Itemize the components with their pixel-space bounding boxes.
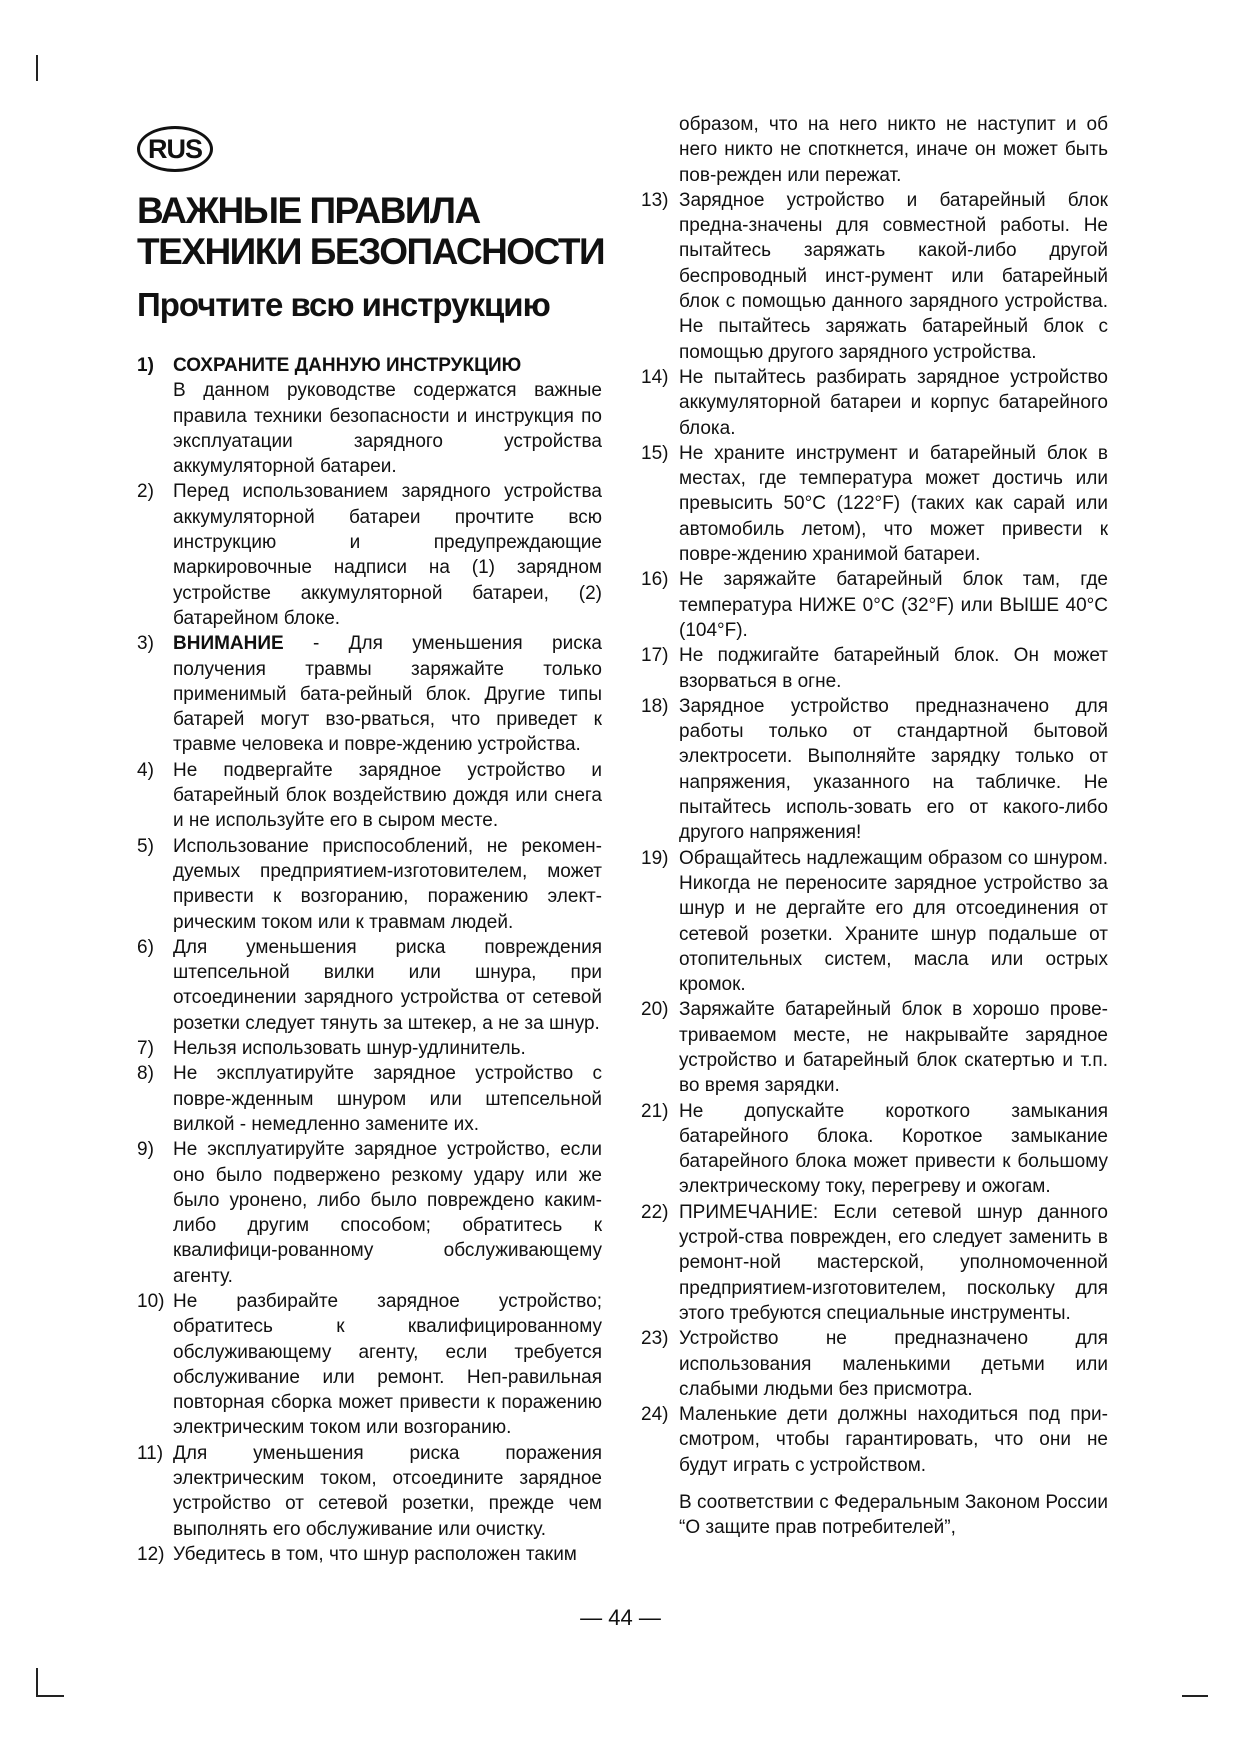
right-column xyxy=(641,112,1108,1541)
item-number: 7) xyxy=(137,1038,154,1060)
item-text: Не заряжайте батарейный блок там, где температура НИЖЕ 0°C (32°F) или ВЫШЕ 40°C (104°F). xyxy=(679,569,1108,641)
list-item xyxy=(641,643,1108,694)
list-item xyxy=(137,935,602,1036)
item-text: Перед использованием зарядного устройства аккумуляторной батареи прочтите всю инструкцию и предупреждающие маркировочные надписи на (1) зарядном устройстве аккумуляторной батареи, (2) батарейном блоке. xyxy=(173,481,602,629)
item-number: 5) xyxy=(137,835,154,857)
list-item xyxy=(641,188,1108,365)
list-item xyxy=(137,1061,602,1137)
language-badge: RUS xyxy=(137,126,213,172)
item-text: Зарядное устройство предназначено для работы только от стандартной бытовой электросети. Выполняйте зарядку только от напряжения, указанного на табличке. Не пытайтесь исполь-зовать его от какого-либо другого напряжения! xyxy=(679,695,1108,844)
title-line-1: ВАЖНЫЕ ПРАВИЛА xyxy=(137,190,480,231)
item-body: В данном руководстве содержатся важные правила техники безопасности и инструкция по эксплуатации зарядного устройства аккумуляторной батареи. xyxy=(173,380,602,478)
item-text: Зарядное устройство и батарейный блок предна-значены для совместной работы. Не пытайтесь заряжать какой-либо другой беспроводный инст-румент или батарейный блок с помощью данного зарядного устройства. Не пытайтесь заряжать батарейный блок с помощью другого зарядного устройства. xyxy=(679,189,1108,363)
warning-label: ВНИМАНИЕ xyxy=(173,633,284,655)
list-item xyxy=(137,1289,602,1441)
list-item xyxy=(641,567,1108,643)
item-number: 6) xyxy=(137,936,154,958)
crop-mark-bottom-left-v xyxy=(36,1668,38,1696)
list-item xyxy=(641,694,1108,846)
list-item xyxy=(137,1137,602,1289)
crop-mark-bottom-left-h xyxy=(36,1695,64,1697)
item-number: 16) xyxy=(641,569,669,591)
list-item xyxy=(641,1402,1108,1478)
item-number: 10) xyxy=(137,1290,165,1312)
list-item xyxy=(137,353,602,479)
list-item xyxy=(137,1542,602,1567)
list-item xyxy=(137,631,602,757)
item-number: 20) xyxy=(641,999,669,1021)
item-text: Не храните инструмент и батарейный блок в местах, где температура может достичь или превысить 50°C (122°F) (таких как сарай или автомобиль летом), что может привести к повре-ждению хранимой батареи. xyxy=(679,442,1108,566)
list-item xyxy=(641,997,1108,1098)
item-text: Для уменьшения риска поражения электрическим током, отсоедините зарядное устройство от сетевой розетки, прежде чем выполнять его обслуживание или очистку. xyxy=(173,1442,602,1540)
item-text: Не эксплуатируйте зарядное устройство с повре-жденным шнуром или штепсельной вилкой - немедленно замените их. xyxy=(173,1063,602,1135)
item-text: Устройство не предназначено для использования маленькими детьми или слабыми людьми без присмотра. xyxy=(679,1328,1108,1400)
item-number: 9) xyxy=(137,1139,154,1161)
item-text: Не подвергайте зарядное устройство и батарейный блок воздействию дождя или снега и не используйте его в сыром месте. xyxy=(173,759,602,832)
closing-paragraph: В соответствии с Федеральным Законом России “О защите прав потребителей”, xyxy=(679,1492,1108,1539)
item-text: Маленькие дети должны находиться под при-смотром, чтобы гарантировать, что они не будут играть с устройством. xyxy=(679,1404,1108,1476)
item-number: 22) xyxy=(641,1201,669,1223)
item-text: Обращайтесь надлежащим образом со шнуром. Никогда не переносите зарядное устройство за шнур и не дергайте его для отсоединения от сетевой розетки. Храните шнур подальше от отопительных систем, масла или острых кромок. xyxy=(679,847,1108,996)
item-number: 13) xyxy=(641,189,669,211)
item-number: 24) xyxy=(641,1404,669,1426)
page-number: — 44 — xyxy=(580,1605,661,1630)
title-line-2: ТЕХНИКИ БЕЗОПАСНОСТИ xyxy=(137,231,605,272)
item-text: ПРИМЕЧАНИЕ: Если сетевой шнур данного устрой-ства поврежден, его следует заменить в ремонт-ной мастерской, уполномоченной предприятием-изготовителем, поскольку для этого требуются специальные инструменты. xyxy=(679,1201,1108,1324)
list-item xyxy=(137,758,602,834)
left-column xyxy=(137,353,602,1567)
item-text: Не допускайте короткого замыкания батарейного блока. Короткое замыкание батарейного блока может привести к большому электрическому току, перегреву и ожогам. xyxy=(679,1100,1108,1198)
list-item xyxy=(641,441,1108,567)
item-number: 3) xyxy=(137,633,154,655)
list-item xyxy=(641,365,1108,441)
item-number: 18) xyxy=(641,695,669,717)
list-item xyxy=(137,834,602,935)
item-number: 19) xyxy=(641,847,669,869)
item-number: 12) xyxy=(137,1543,165,1565)
item-number: 11) xyxy=(137,1442,164,1464)
item-text xyxy=(173,631,602,757)
item-text: Убедитесь в том, что шнур расположен таким xyxy=(173,1543,577,1565)
item-text: Для уменьшения риска повреждения штепсельной вилки или шнура, при отсоединении зарядного устройства от сетевой розетки следует тянуть за штекер, а не за шнур. xyxy=(173,936,602,1034)
list-item xyxy=(137,1441,602,1542)
item-number: 15) xyxy=(641,442,669,464)
item-text: Не эксплуатируйте зарядное устройство, если оно было подвержено резкому удару или же было уронено, либо было повреждено каким-либо другим способом; обратитесь к квалифици-рованному обслуживающему агенту. xyxy=(173,1139,602,1287)
item-text xyxy=(173,353,602,479)
list-item xyxy=(641,1200,1108,1326)
item-number: 8) xyxy=(137,1063,154,1085)
page-title xyxy=(137,190,617,272)
item-number: 23) xyxy=(641,1328,669,1350)
item-number: 4) xyxy=(137,759,154,781)
item-heading: СОХРАНИТЕ ДАННУЮ ИНСТРУКЦИЮ xyxy=(173,355,522,376)
item-number: 14) xyxy=(641,366,669,388)
item-number: 1) xyxy=(137,355,154,376)
item-text: Не пытайтесь разбирать зарядное устройство аккумуляторной батареи и корпус батарейного блока. xyxy=(679,366,1108,439)
list-item xyxy=(641,1099,1108,1200)
item-text: Нельзя использовать шнур-удлинитель. xyxy=(173,1038,526,1060)
crop-mark-top-left xyxy=(36,55,38,81)
item-body: - Для уменьшения риска получения травмы заряжайте только применимый бата-рейный блок. Другие типы батарей могут взо-рваться, что приведет к травме человека и повре-ждению устройства. xyxy=(173,633,602,756)
list-item xyxy=(641,1326,1108,1402)
item-continuation: образом, что на него никто не наступит и об него никто не споткнется, иначе он может быть пов-режден или пережат. xyxy=(679,114,1108,186)
page-subtitle: Прочтите всю инструкцию xyxy=(137,286,550,323)
list-item xyxy=(137,479,602,631)
item-number: 2) xyxy=(137,481,154,503)
list-item xyxy=(137,1036,602,1061)
item-text: Не поджигайте батарейный блок. Он может взорваться в огне. xyxy=(679,645,1108,692)
item-text: Не разбирайте зарядное устройство; обратитесь к квалифицированному обслуживающему агенту, если требуется обслуживание или ремонт. Неп-равильная повторная сборка может привести к поражению электрическим током или возгоранию. xyxy=(173,1290,602,1439)
item-text: Заряжайте батарейный блок в хорошо прове-триваемом месте, не накрывайте зарядное устройство и батарейный блок скатертью и т.п. во время зарядки. xyxy=(679,999,1108,1097)
crop-mark-bottom-right-h xyxy=(1182,1695,1208,1697)
item-number: 17) xyxy=(641,645,669,667)
item-text: Использование приспособлений, не рекомен-дуемых предприятием-изготовителем, может привести к возгоранию, поражению элект-рическим током или к травмам людей. xyxy=(173,835,602,933)
item-number: 21) xyxy=(641,1100,669,1122)
list-item xyxy=(641,846,1108,998)
